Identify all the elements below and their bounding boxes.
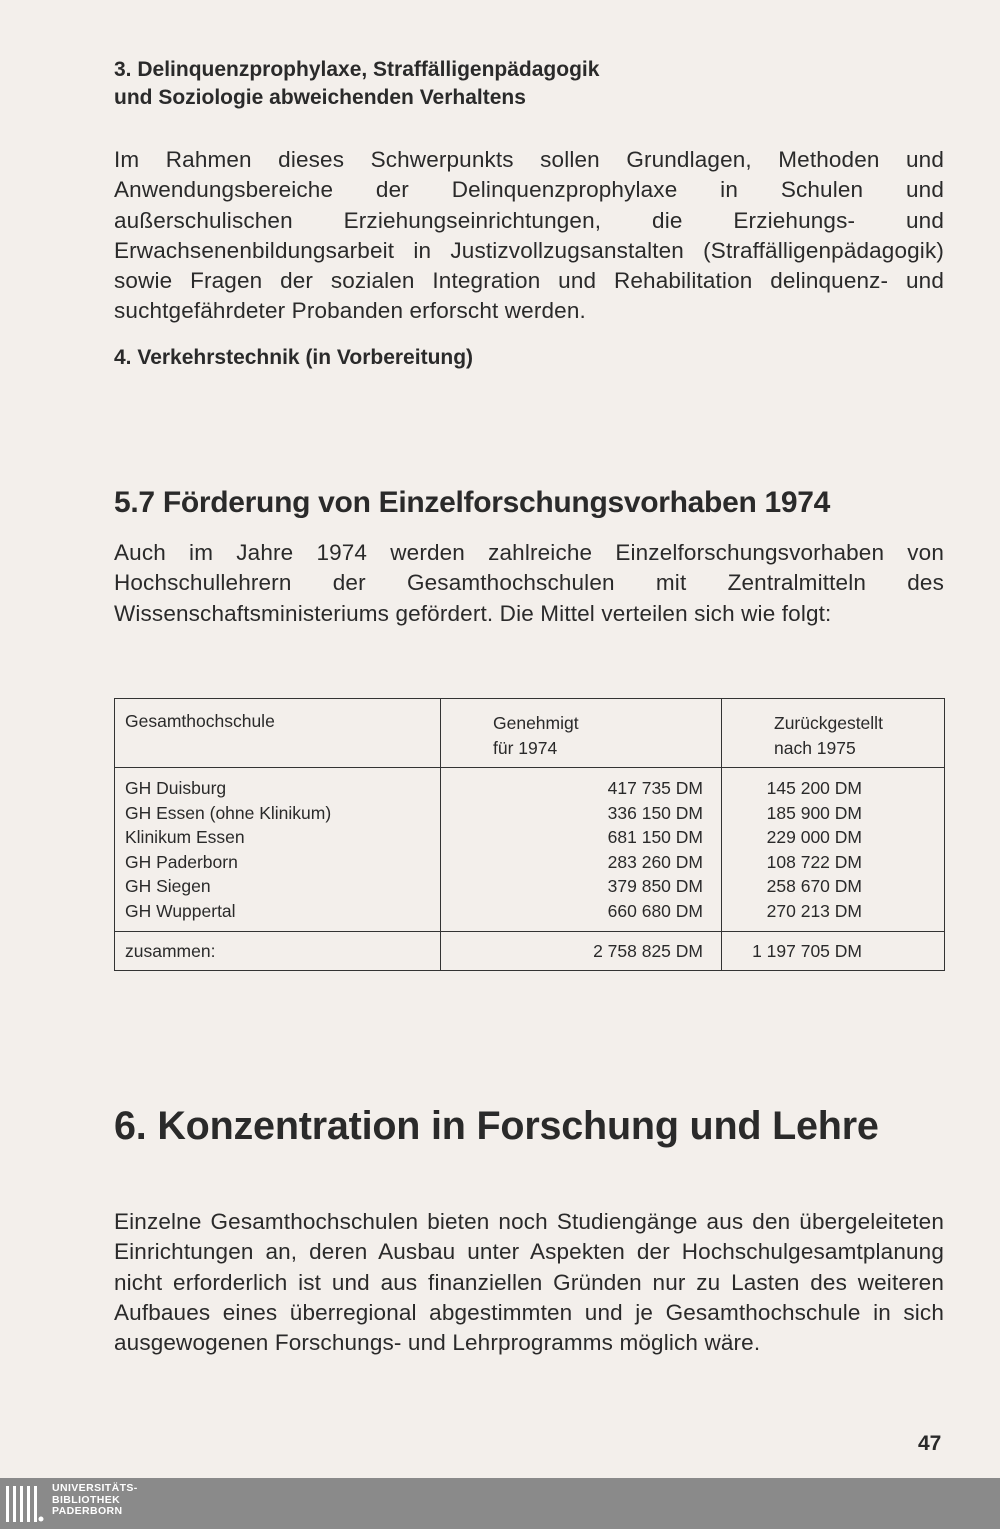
table-total-row bbox=[115, 932, 945, 971]
deferred-amount: 145 200 DM bbox=[766, 778, 862, 798]
section-6-heading: 6. Konzentration in Forschung und Lehre bbox=[114, 1104, 879, 1148]
section-3-body bbox=[114, 145, 944, 327]
approved-amount: 283 260 DM bbox=[607, 851, 703, 872]
table-header-row bbox=[115, 699, 945, 768]
section-4-heading: 4. Verkehrstechnik (in Vorbereitung) bbox=[114, 346, 474, 369]
approved-amounts-cell bbox=[441, 768, 722, 932]
section-3-heading-line2: und Soziologie abweichenden Verhaltens bbox=[114, 86, 526, 109]
section-6-body bbox=[114, 1207, 944, 1358]
deferred-amount: 229 000 DM bbox=[766, 827, 862, 847]
institution-name: Klinikum Essen bbox=[125, 827, 245, 847]
header-col3-line1: Zurückgestellt bbox=[774, 713, 883, 733]
header-col2-line1: Genehmigt bbox=[493, 713, 579, 733]
header-genehmigt bbox=[441, 699, 722, 768]
logo-line-2: BIBLIOTHEK bbox=[52, 1493, 121, 1506]
library-footer bbox=[0, 1478, 1000, 1529]
library-logo-text bbox=[52, 1483, 138, 1518]
section-5-7 bbox=[114, 485, 944, 521]
header-gesamthochschule bbox=[115, 699, 441, 768]
header-col2-line2: für 1974 bbox=[493, 738, 558, 758]
deferred-amount: 108 722 DM bbox=[766, 851, 862, 872]
approved-amount: 681 150 DM bbox=[607, 827, 703, 847]
institution-name: GH Wuppertal bbox=[125, 900, 236, 921]
funding-table bbox=[114, 698, 945, 971]
total-approved: 2 758 825 DM bbox=[441, 932, 722, 971]
page-number: 47 bbox=[918, 1432, 942, 1455]
approved-amount: 379 850 DM bbox=[607, 876, 703, 896]
approved-amount: 336 150 DM bbox=[607, 802, 703, 823]
library-logo-icon bbox=[4, 1484, 44, 1524]
total-deferred: 1 197 705 DM bbox=[722, 932, 945, 971]
section-3-paragraph: Im Rahmen dieses Schwerpunkts sollen Grundlagen, Methoden und Anwendungsbereiche der Delinquenzprophylaxe in Schulen und außerschulischen Erziehungseinrichtungen, die Erziehungs- und Erwachsenenbildungsarbeit in Justizvollzugsanstalten (Straffälligenpädagogik) sowie Fragen der sozialen Integration und Rehabilitation delinquenz- und suchtgefährdeter Probanden erforscht werden. bbox=[114, 147, 944, 324]
approved-amount: 660 680 DM bbox=[607, 900, 703, 921]
institution-name: GH Siegen bbox=[125, 876, 211, 896]
institution-names-cell bbox=[115, 768, 441, 932]
header-col1-label: Gesamthochschule bbox=[125, 711, 275, 731]
table-body-row bbox=[115, 768, 945, 932]
deferred-amounts-cell bbox=[722, 768, 945, 932]
deferred-amount: 270 213 DM bbox=[766, 900, 862, 921]
header-col3-line2: nach 1975 bbox=[774, 738, 856, 758]
section-3-heading-line1: 3. Delinquenzprophylaxe, Straffälligenpädagogik bbox=[114, 58, 600, 81]
section-5-7-heading: 5.7 Förderung von Einzelforschungsvorhaben 1974 bbox=[114, 486, 831, 519]
header-zurueckgestellt bbox=[722, 699, 945, 768]
section-6-paragraph: Einzelne Gesamthochschulen bieten noch Studiengänge aus den übergeleiteten Einrichtungen an, deren Ausbau unter Aspekten der Hochschulgesamtplanung nicht erforderlich ist und aus finanziellen Gründen nur zu Lasten des weiteren Aufbaues eines überregional abgestimmten und je Gesamthochschule in sich ausgewogenen Forschungs- und Lehrprogramms möglich wäre. bbox=[114, 1209, 944, 1356]
logo-line-1: UNIVERSITÄTS- bbox=[52, 1482, 138, 1494]
section-5-7-body bbox=[114, 538, 944, 629]
institution-name: GH Duisburg bbox=[125, 778, 227, 798]
institution-name: GH Essen (ohne Klinikum) bbox=[125, 802, 332, 823]
section-6 bbox=[114, 1103, 959, 1149]
deferred-amount: 258 670 DM bbox=[766, 876, 862, 896]
section-5-7-paragraph: Auch im Jahre 1974 werden zahlreiche Einzelforschungsvorhaben von Hochschullehrern der Gesamthochschulen mit Zentralmitteln des Wissenschaftsministeriums gefördert. Die Mittel verteilen sich wie folgt: bbox=[114, 540, 944, 626]
approved-amount: 417 735 DM bbox=[607, 778, 703, 798]
section-3 bbox=[114, 56, 944, 112]
total-label: zusammen: bbox=[115, 932, 441, 971]
deferred-amount: 185 900 DM bbox=[766, 802, 862, 823]
logo-line-3: PADERBORN bbox=[52, 1505, 123, 1517]
institution-name: GH Paderborn bbox=[125, 851, 238, 872]
section-4 bbox=[114, 344, 944, 372]
